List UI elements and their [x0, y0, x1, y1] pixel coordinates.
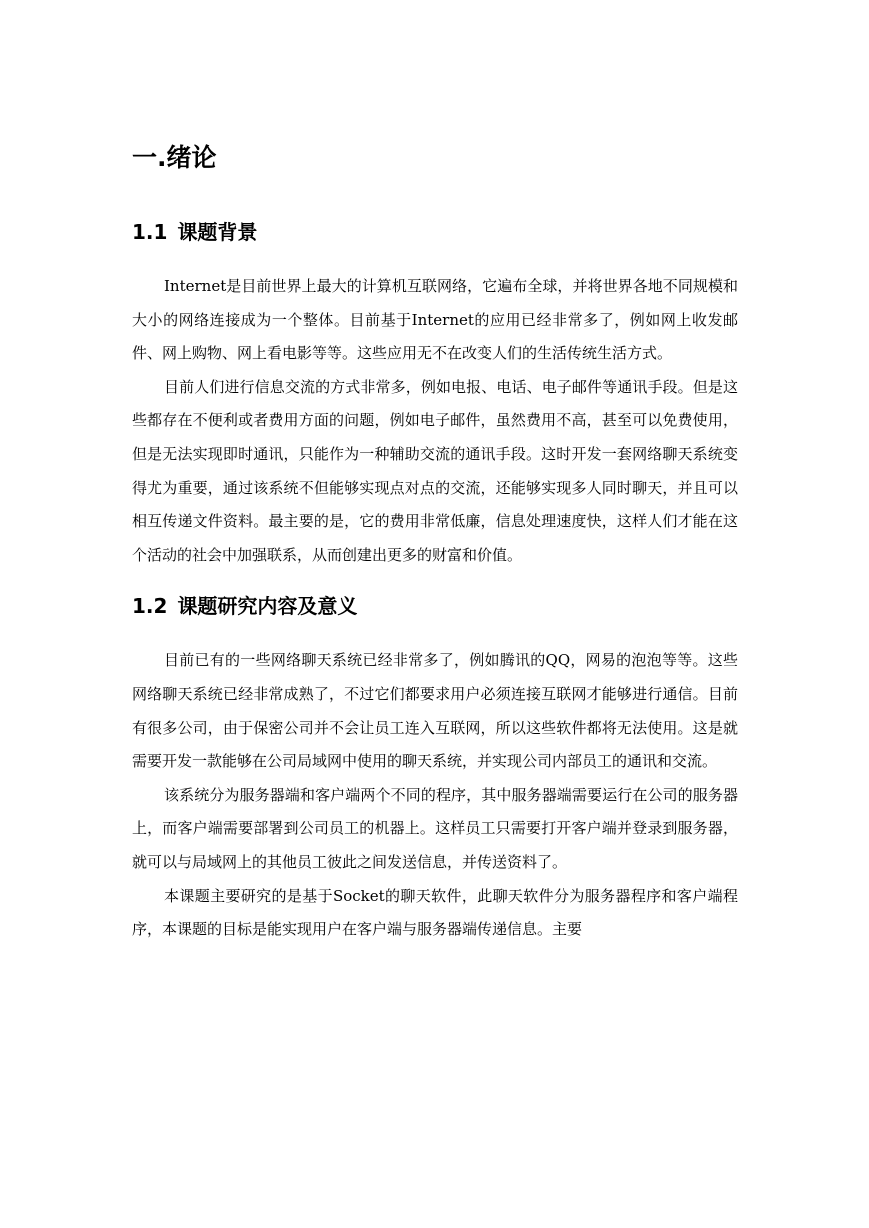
- paragraph: 目前人们进行信息交流的方式非常多，例如电报、电话、电子邮件等通讯手段。但是这些都存在不便利或者费用方面的问题，例如电子邮件，虽然费用不高，甚至可以免费使用，但是无法实现即时通讯，只能作为一种辅助交流的通讯手段。这时开发一套网络聊天系统变得尤为重要，通过该系统不但能够实现点对点的交流，还能够实现多人同时聊天，并且可以相互传递文件资料。最主要的是，它的费用非常低廉，信息处理速度快，这样人们才能在这个活动的社会中加强联系，从而创建出更多的财富和价值。: [132, 377, 738, 564]
- section-heading: [132, 590, 738, 622]
- section-heading: [132, 216, 738, 248]
- section-research-content: [132, 590, 738, 946]
- section-title-text: 课题背景: [177, 220, 258, 244]
- section-spacer: [132, 572, 738, 590]
- paragraph: 该系统分为服务器端和客户端两个不同的程序，其中服务器端需要运行在公司的服务器上，而客户端需要部署到公司员工的机器上。这样员工只需要打开客户端并登录到服务器，就可以与局域网上的其他员工彼此之间发送信息，并传送资料了。: [132, 785, 738, 871]
- section-number: 1.2: [132, 594, 168, 619]
- paragraph: Internet是目前世界上最大的计算机互联网络，它遍布全球，并将世界各地不同规模和大小的网络连接成为一个整体。目前基于Internet的应用已经非常多了，例如网上收发邮件、网上购物、网上看电影等等。这些应用无不在改变人们的生活传统生活方式。: [132, 277, 738, 363]
- document-body: [132, 138, 738, 947]
- chapter-title: 一.绪论: [132, 143, 217, 172]
- paragraph: 目前已有的一些网络聊天系统已经非常多了，例如腾讯的QQ，网易的泡泡等等。这些网络聊天系统已经非常成熟了，不过它们都要求用户必须连接互联网才能够进行通信。目前有很多公司，由于保密公司并不会让员工连入互联网，所以这些软件都将无法使用。这是就需要开发一款能够在公司局域网中使用的聊天系统，并实现公司内部员工的通讯和交流。: [132, 651, 738, 771]
- section-background: [132, 216, 738, 572]
- section-number: 1.1: [132, 220, 168, 244]
- section-title-text: 课题研究内容及意义: [177, 594, 358, 619]
- paragraph: 本课题主要研究的是基于Socket的聊天软件，此聊天软件分为服务器程序和客户端程序，本课题的目标是能实现用户在客户端与服务器端传递信息。主要: [132, 886, 738, 939]
